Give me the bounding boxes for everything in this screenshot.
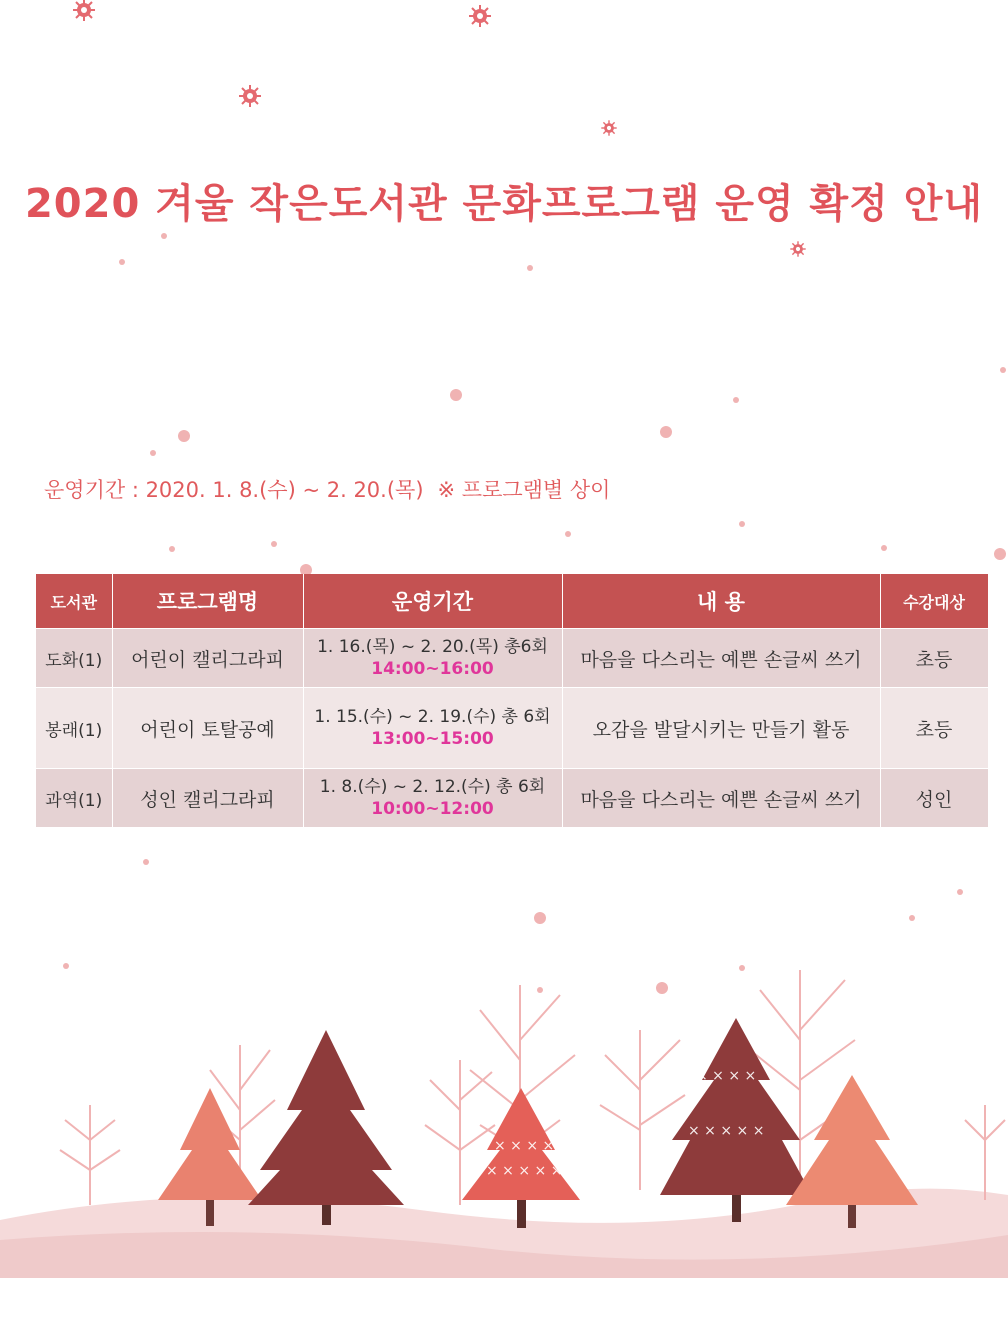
cell-content: 마음을 다스리는 예쁜 손글씨 쓰기 <box>562 769 880 828</box>
cell-content: 오감을 발달시키는 만들기 활동 <box>562 688 880 769</box>
operation-period <box>44 474 610 504</box>
cell-period <box>303 688 562 769</box>
svg-text:× × × ×: × × × × <box>494 1138 555 1154</box>
table-row <box>36 629 988 688</box>
cell-time: 13:00~15:00 <box>371 729 494 749</box>
cell-time: 10:00~12:00 <box>371 799 494 819</box>
table-header-row <box>36 574 988 629</box>
page-title: 2020 겨울 작은도서관 문화프로그램 운영 확정 안내 <box>24 181 984 227</box>
operation-period-text: 운영기간 : 2020. 1. 8.(수) ~ 2. 20.(목) <box>44 478 424 502</box>
cell-time: 14:00~16:00 <box>371 659 494 679</box>
table-row <box>36 688 988 769</box>
header-program: 프로그램명 <box>112 574 303 629</box>
cell-program: 어린이 토탈공예 <box>112 688 303 769</box>
cell-dates: 1. 15.(수) ~ 2. 19.(수) 총 6회 <box>314 707 551 727</box>
cell-target: 초등 <box>880 688 988 769</box>
header-library: 도서관 <box>36 574 112 629</box>
cell-program: 어린이 캘리그라피 <box>112 629 303 688</box>
cell-program: 성인 캘리그라피 <box>112 769 303 828</box>
svg-text:× × × × ×: × × × × × <box>688 1123 765 1139</box>
cell-period <box>303 629 562 688</box>
cell-library: 봉래(1) <box>36 688 112 769</box>
header-period: 운영기간 <box>303 574 562 629</box>
cell-content: 마음을 다스리는 예쁜 손글씨 쓰기 <box>562 629 880 688</box>
svg-text:× × × × ×: × × × × × <box>486 1163 563 1179</box>
pine-trees <box>158 1018 918 1228</box>
svg-text:× × × ×: × × × × <box>696 1068 757 1084</box>
header-content: 내 용 <box>562 574 880 629</box>
cell-dates: 1. 16.(목) ~ 2. 20.(목) 총6회 <box>317 637 548 657</box>
cell-target: 성인 <box>880 769 988 828</box>
cell-library: 도화(1) <box>36 629 112 688</box>
cell-dates: 1. 8.(수) ~ 2. 12.(수) 총 6회 <box>319 777 546 797</box>
program-table <box>36 574 989 827</box>
cell-period <box>303 769 562 828</box>
operation-period-note: ※ 프로그램별 상이 <box>437 478 611 502</box>
header-target: 수강대상 <box>880 574 988 629</box>
table-row <box>36 769 988 828</box>
cell-target: 초등 <box>880 629 988 688</box>
cell-library: 과역(1) <box>36 769 112 828</box>
